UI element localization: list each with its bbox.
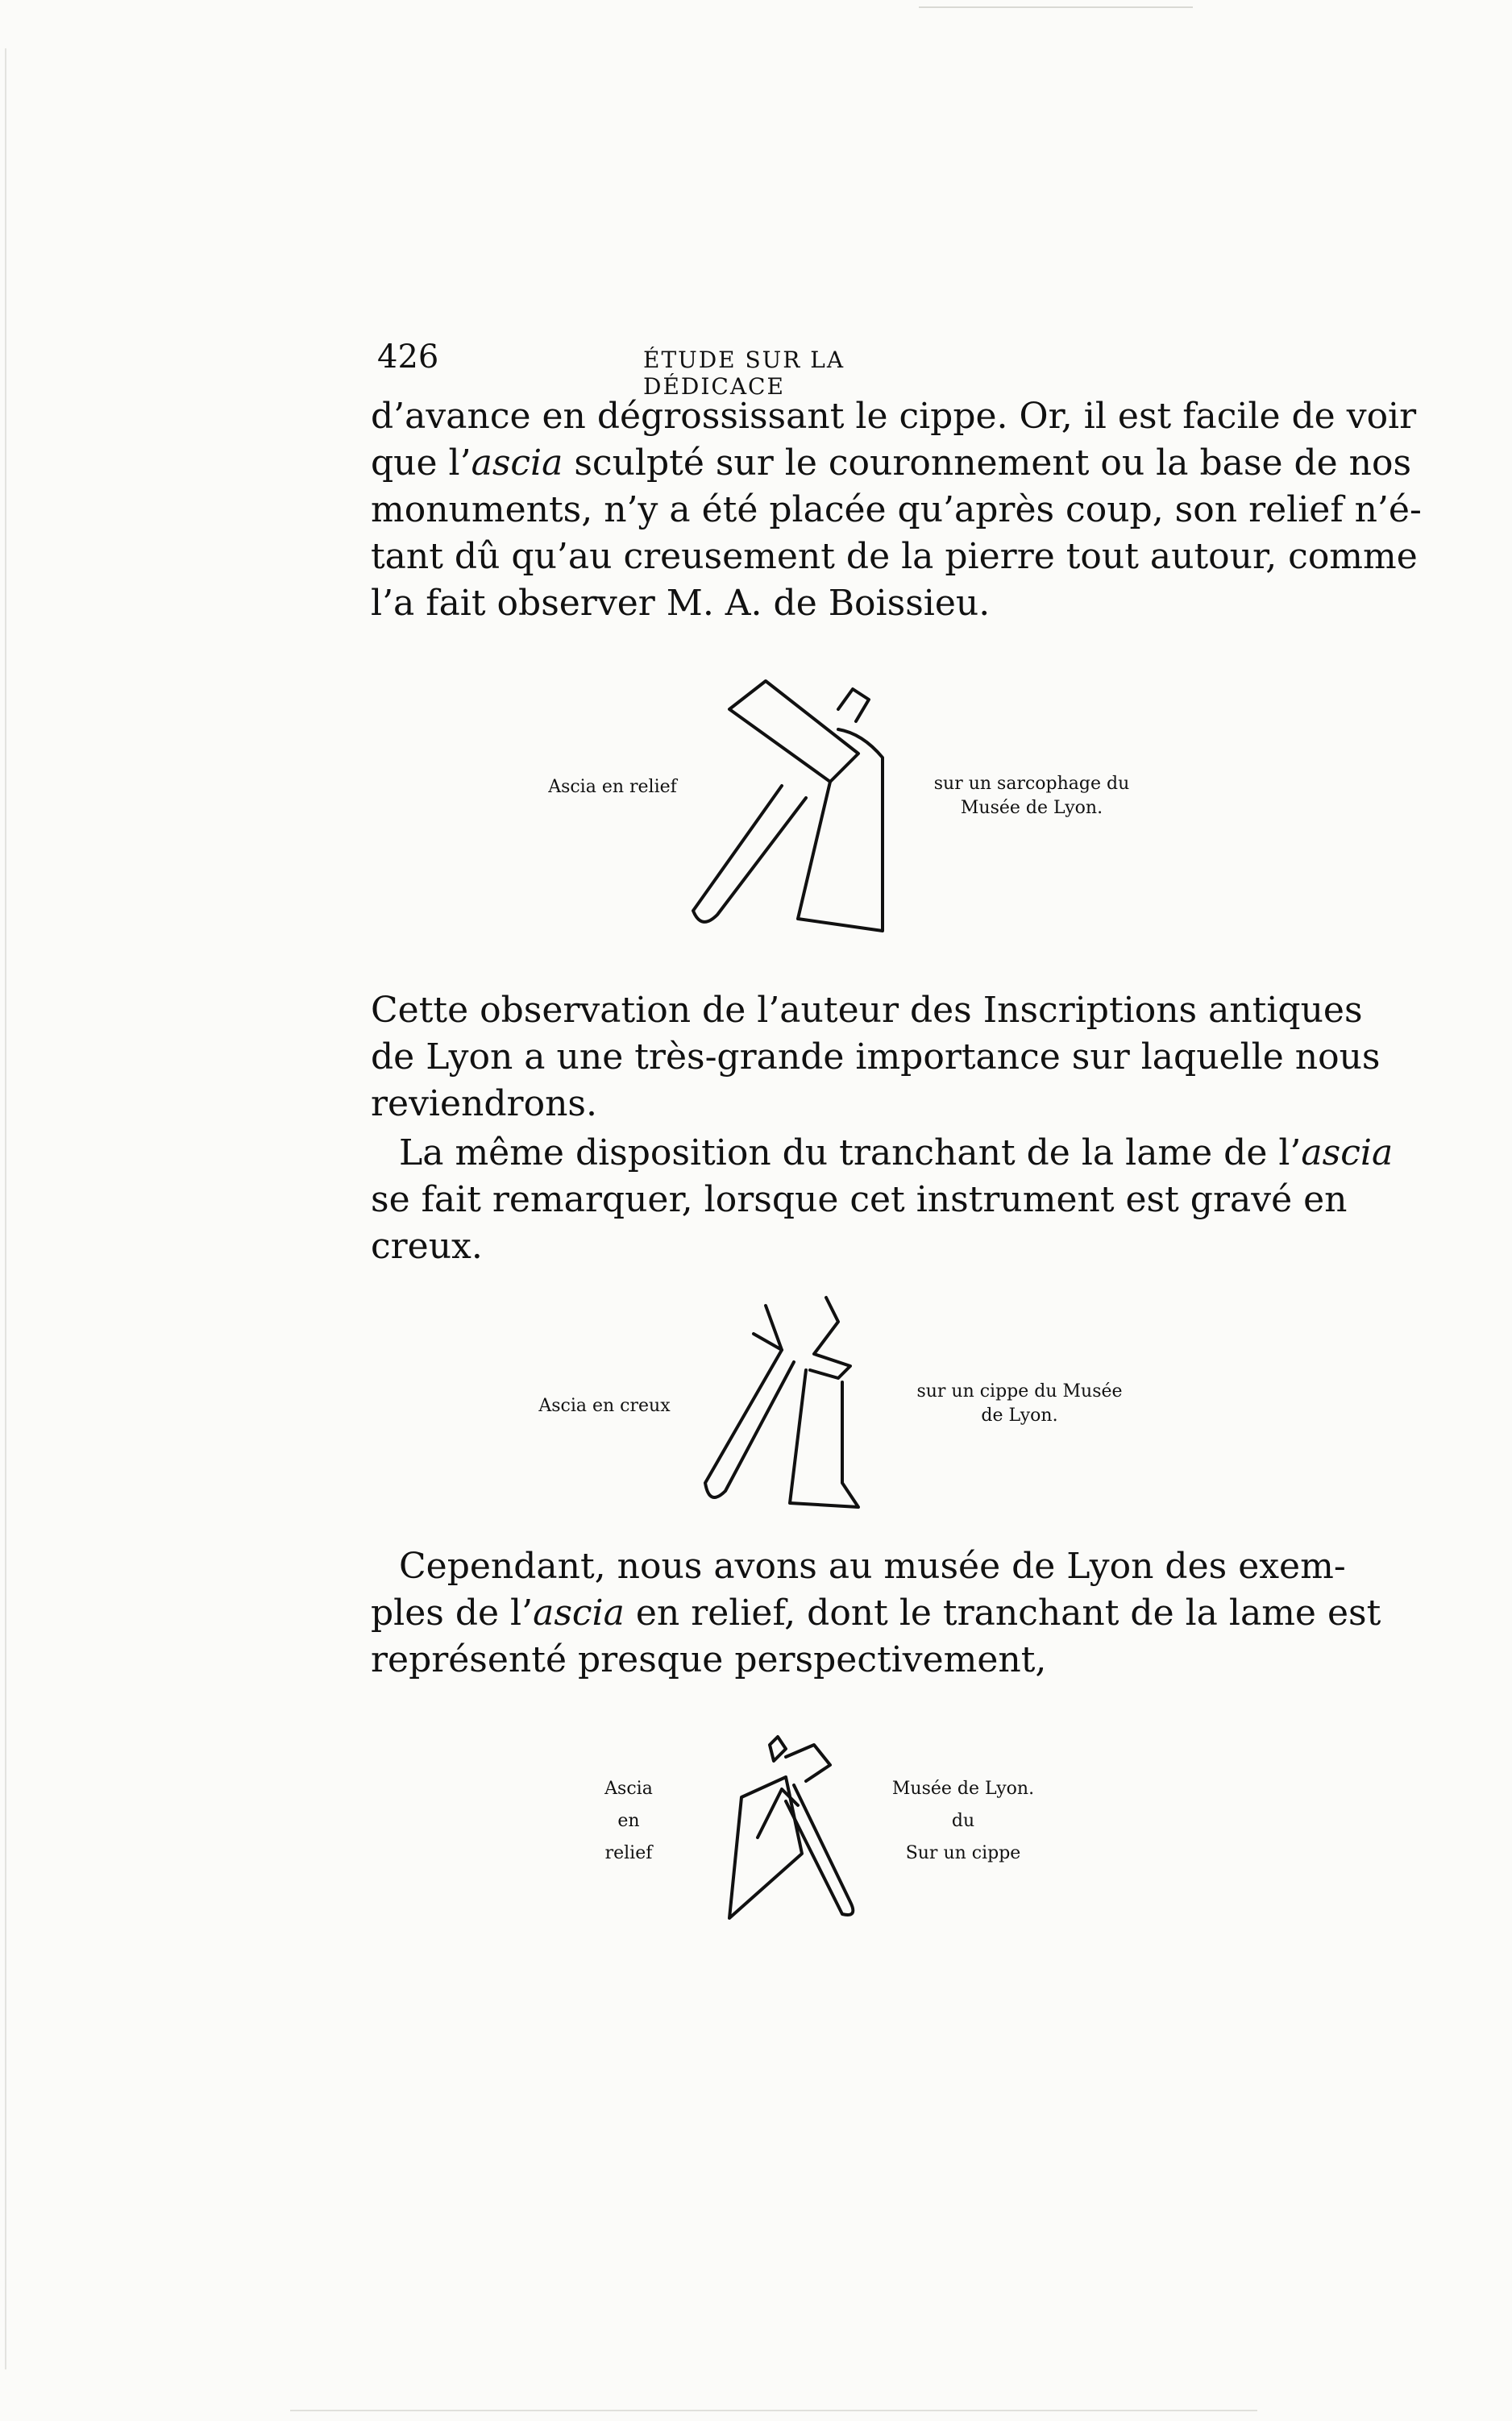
fig2-right-caption <box>903 1380 1136 1428</box>
scan-edge-bottom <box>290 2410 1257 2411</box>
scan-edge-top <box>919 6 1193 8</box>
caption-line: sur un cippe du Musée <box>916 1381 1123 1402</box>
caption-line: du <box>951 1811 975 1831</box>
text-line: tant dû qu’au creusement de la pierre tout autour, comme <box>371 536 1418 577</box>
paragraph-1 <box>371 393 1422 627</box>
text-line: reviendrons. <box>371 1083 597 1124</box>
ascia-perspective-figure <box>709 1733 887 1926</box>
caption-line: Musée de Lyon. <box>960 798 1103 818</box>
fig1-left-caption: Ascia en relief <box>548 777 677 797</box>
fig3-left-caption <box>580 1773 677 1870</box>
caption-line: sur un sarcophage du <box>933 774 1130 794</box>
running-title: ÉTUDE SUR LA DÉDICACE <box>643 347 845 400</box>
fig1-right-caption <box>919 772 1144 820</box>
text-line: creux. <box>371 1226 483 1267</box>
text-line: d’avance en dégrossissant le cippe. Or, il est facile de voir <box>371 396 1417 437</box>
caption-line: Musée de Lyon. <box>891 1779 1035 1799</box>
text-line: monuments, n’y a été placée qu’après coup, son relief n’é- <box>371 489 1422 530</box>
text-line: que l’ascia sculpté sur le couronnement ou la base de nos <box>371 442 1412 484</box>
page-header <box>377 338 990 400</box>
caption-line: en <box>617 1811 640 1831</box>
caption-line: Ascia <box>604 1779 653 1799</box>
caption-line: Sur un cippe <box>905 1843 1021 1863</box>
text-line: ples de l’ascia en relief, dont le tranchant de la lame est <box>371 1593 1381 1634</box>
page-number: 426 <box>377 338 439 376</box>
ascia-creux-figure <box>693 1289 887 1515</box>
text-line: de Lyon a une très-grande importance sur laquelle nous <box>371 1036 1381 1078</box>
text-line: Cette observation de l’auteur des Inscriptions antiques <box>371 990 1363 1031</box>
text-line: Cependant, nous avons au musée de Lyon des exem- <box>399 1546 1346 1587</box>
text-line: l’a fait observer M. A. de Boissieu. <box>371 583 991 624</box>
scan-edge-left <box>5 48 6 2369</box>
fig3-right-caption <box>879 1773 1048 1870</box>
paragraph-2 <box>371 987 1381 1127</box>
text-line: se fait remarquer, lorsque cet instrument est gravé en <box>371 1179 1348 1220</box>
caption-line: de Lyon. <box>981 1406 1058 1426</box>
text-line: La même disposition du tranchant de la lame de l’ascia <box>399 1132 1394 1173</box>
caption-line: relief <box>604 1843 653 1863</box>
paragraph-4 <box>371 1543 1381 1684</box>
paragraph-3 <box>371 1130 1394 1270</box>
ascia-relief-figure <box>677 653 903 935</box>
text-line: représenté presque perspectivement, <box>371 1639 1047 1680</box>
fig2-left-caption: Ascia en creux <box>538 1396 671 1416</box>
